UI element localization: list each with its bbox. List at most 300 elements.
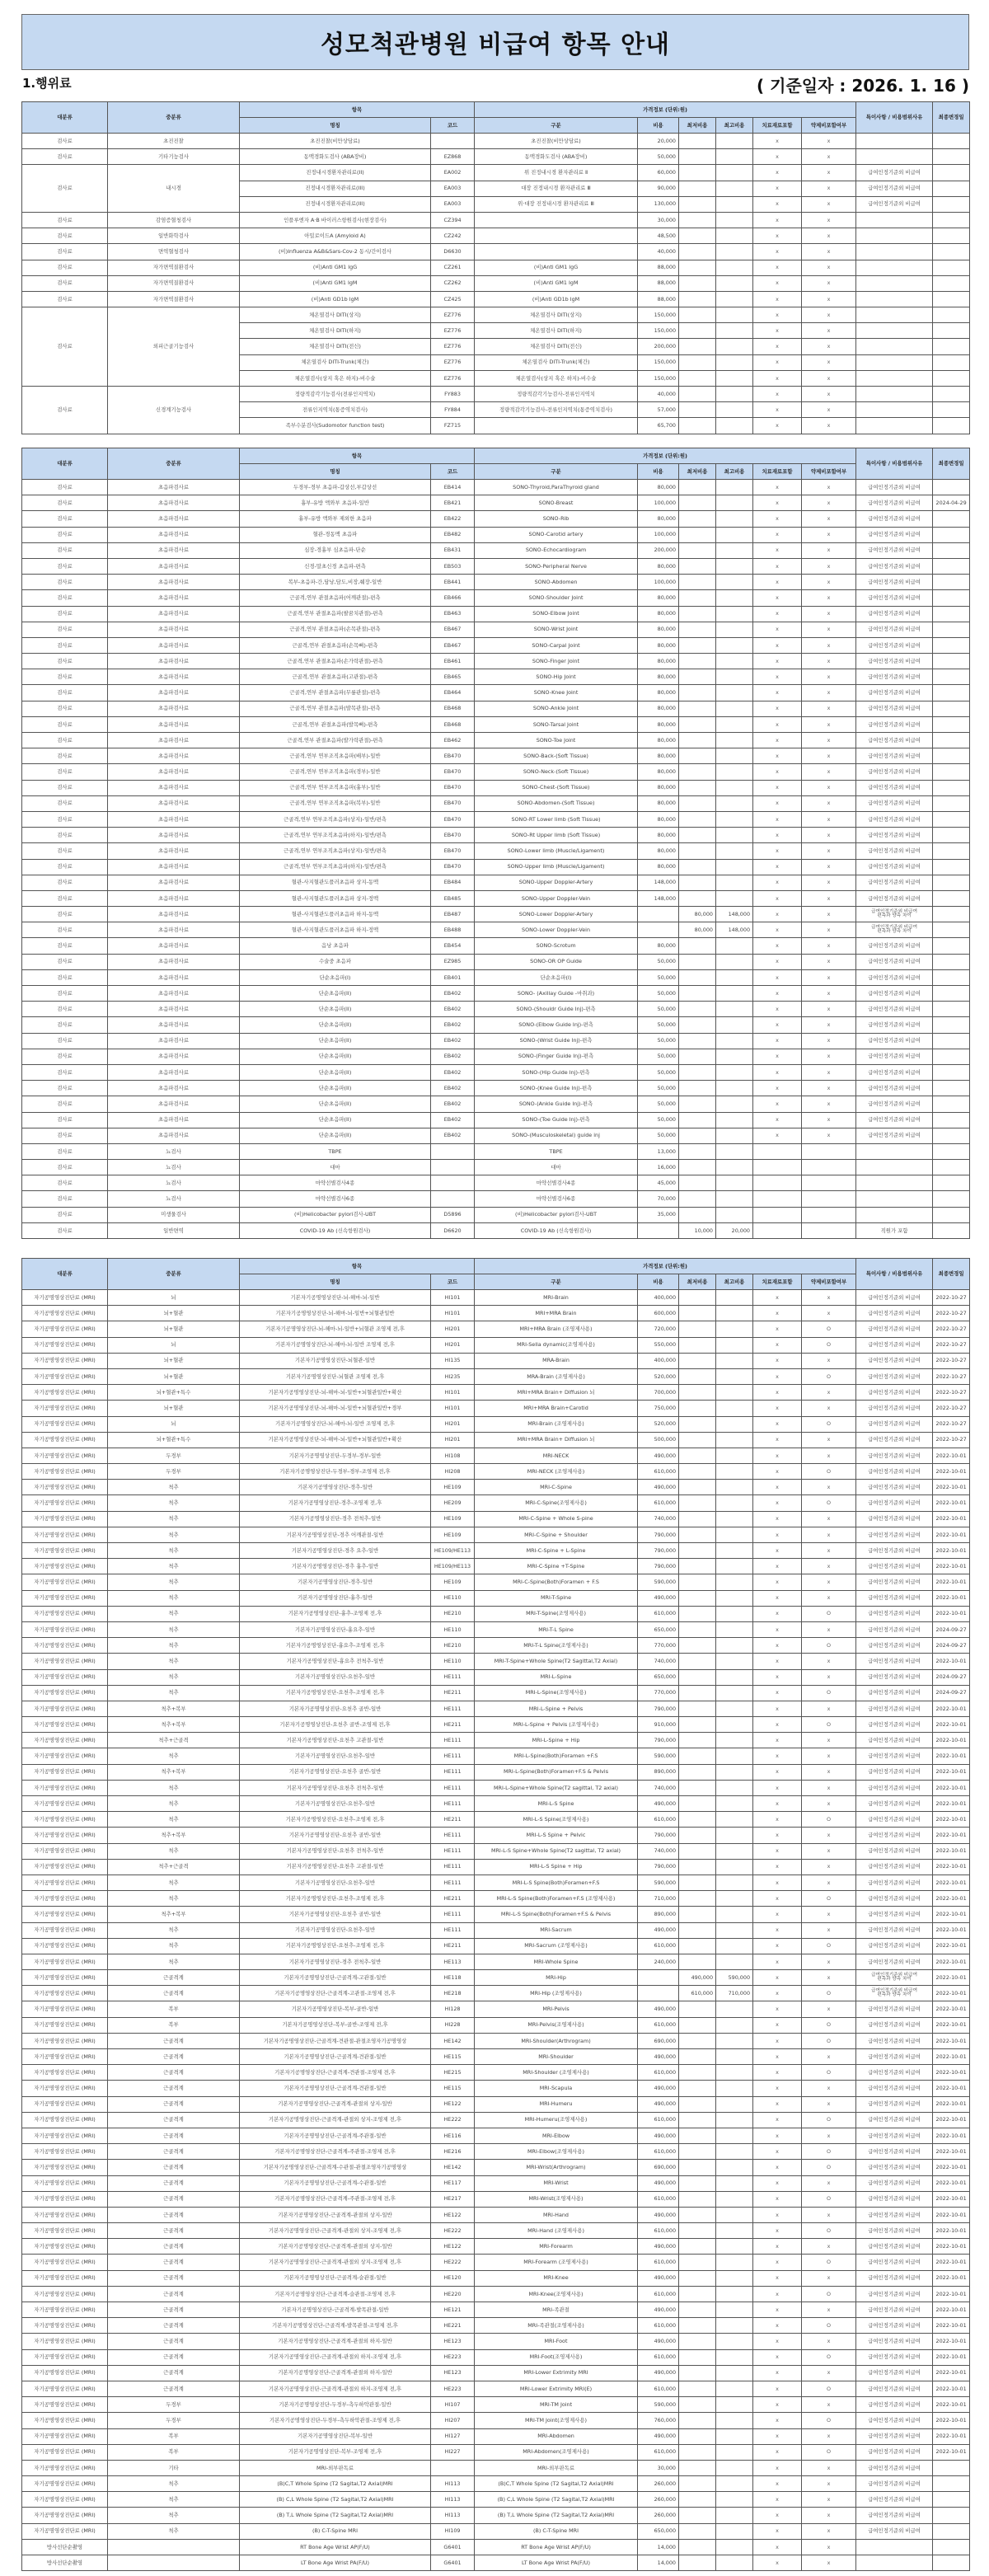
cell-name: (비)Anti GM1 IgM <box>240 275 431 291</box>
cell-note: 급여인정기준외 비급여 <box>856 716 933 732</box>
table-row <box>22 1222 970 1238</box>
cell-min-cost <box>679 1448 716 1463</box>
table-row <box>22 1448 970 1463</box>
cell-updated <box>933 2539 970 2555</box>
cell-cost: 770,000 <box>638 1638 679 1654</box>
cell-note: 급여인정기준외 비급여 <box>856 165 933 181</box>
cell-cost: 490,000 <box>638 1448 679 1463</box>
cell-division: TBPE <box>475 1143 638 1159</box>
cell-material: x <box>753 275 802 291</box>
cell-category: 검사료 <box>22 859 108 875</box>
cell-drug: x <box>802 938 856 954</box>
cell-updated: 2022-10-27 <box>933 1401 970 1416</box>
cell-category: 자기공명영상진단료 (MRI) <box>22 2302 108 2318</box>
cell-updated <box>933 542 970 558</box>
cell-category: 자기공명영상진단료 (MRI) <box>22 1416 108 1432</box>
cell-min-cost <box>679 1590 716 1606</box>
cell-category: 검사료 <box>22 922 108 938</box>
cell-drug: O <box>802 1812 856 1828</box>
cell-max-cost <box>716 1160 753 1175</box>
cell-subcategory: 초음파검사료 <box>108 828 240 843</box>
cell-name: COVID-19 Ab (신속항원검사) <box>240 1222 431 1238</box>
cell-division: MRI-Hip <box>475 1970 638 1986</box>
cell-material: x <box>753 622 802 637</box>
cell-cost: 80,000 <box>638 669 679 685</box>
table-row <box>22 1875 970 1890</box>
cell-division: SONO-(Wrist Guide Inj)-편측 <box>475 1033 638 1049</box>
cell-cost: 490,000 <box>638 1922 679 1938</box>
cell-min-cost <box>679 2318 716 2334</box>
cell-name: 기본자기공명영상진단-요천추 골반-일반 <box>240 1907 431 1922</box>
table-row <box>22 764 970 780</box>
cell-code: EB402 <box>431 1081 475 1096</box>
table-row <box>22 2049 970 2065</box>
cell-drug: x <box>802 1559 856 1574</box>
cell-material: x <box>753 1891 802 1907</box>
cell-material: x <box>753 212 802 228</box>
cell-name: 단순초음파(II) <box>240 1081 431 1096</box>
cell-code: CZ262 <box>431 275 475 291</box>
cell-note: 급여인정기준외 비급여 <box>856 1448 933 1463</box>
cell-min-cost <box>679 2128 716 2143</box>
cell-min-cost <box>679 969 716 985</box>
cell-material: x <box>753 716 802 732</box>
cell-note: 급여인정기준외 비급여 <box>856 2492 933 2508</box>
cell-min-cost <box>679 1416 716 1432</box>
cell-note: 급여인정기준외 비급여 <box>856 1606 933 1621</box>
cell-name: 근골격,연부 관절초음파(발목뼈)-편측 <box>240 716 431 732</box>
cell-drug: x <box>802 811 856 827</box>
cell-max-cost <box>716 339 753 354</box>
cell-max-cost <box>716 2302 753 2318</box>
cell-min-cost <box>679 1385 716 1401</box>
cell-subcategory: 척추 <box>108 1590 240 1606</box>
cell-max-cost <box>716 1828 753 1843</box>
cell-division: SONO-Upper Doppler-Artery <box>475 875 638 890</box>
cell-min-cost <box>679 1290 716 1306</box>
cell-code <box>431 1175 475 1191</box>
cell-name: 근골격,연부 관절초음파(어깨관절)-편측 <box>240 590 431 606</box>
cell-drug <box>802 1191 856 1207</box>
table-row <box>22 1527 970 1542</box>
cell-min-cost <box>679 2001 716 2017</box>
cell-updated: 2022-10-01 <box>933 1907 970 1922</box>
cell-code: HE223 <box>431 2349 475 2365</box>
cell-code: EB467 <box>431 637 475 653</box>
cell-updated: 2022-10-01 <box>933 1970 970 1986</box>
cell-min-cost <box>679 1128 716 1143</box>
cell-division: MRI-NECK <box>475 1448 638 1463</box>
cell-cost: 650,000 <box>638 2523 679 2539</box>
cell-min-cost <box>679 1064 716 1080</box>
fee-table-ultrasound-lab <box>21 448 970 1239</box>
table-row <box>22 1002 970 1017</box>
cell-cost: 50,000 <box>638 986 679 1002</box>
cell-min-cost <box>679 1701 716 1716</box>
cell-subcategory: 근골격계 <box>108 2128 240 2143</box>
cell-subcategory: 초음파검사료 <box>108 764 240 780</box>
cell-max-cost <box>716 1033 753 1049</box>
header-price-info: 가격정보 (단위:원) <box>475 102 856 118</box>
cell-division: MRI-L-Spine + Hip <box>475 1733 638 1748</box>
cell-material: x <box>753 2175 802 2191</box>
cell-updated: 2022-10-01 <box>933 2413 970 2428</box>
cell-material <box>753 1207 802 1222</box>
cell-material: x <box>753 244 802 260</box>
cell-material: x <box>753 228 802 244</box>
cell-drug: x <box>802 1621 856 1637</box>
cell-category: 자기공명영상진단료 (MRI) <box>22 1621 108 1637</box>
cell-name: 기본자기공명영상진단-근골격계-주관절-일반 <box>240 2128 431 2143</box>
cell-drug: x <box>802 418 856 434</box>
cell-updated: 2022-10-01 <box>933 2191 970 2207</box>
cell-min-cost: 80,000 <box>679 922 716 938</box>
cell-material: x <box>753 1654 802 1669</box>
cell-max-cost <box>716 780 753 795</box>
cell-updated: 2022-10-27 <box>933 1368 970 1384</box>
cell-updated <box>933 590 970 606</box>
cell-category: 자기공명영상진단료 (MRI) <box>22 1353 108 1368</box>
cell-division: MRI-C-Spine + L-Spine <box>475 1543 638 1559</box>
cell-category: 검사료 <box>22 527 108 542</box>
cell-note: 급여인정기준외 비급여 <box>856 1495 933 1511</box>
cell-updated <box>933 354 970 370</box>
cell-category: 자기공명영상진단료 (MRI) <box>22 2413 108 2428</box>
cell-material: x <box>753 165 802 181</box>
cell-name: 기본자기공명영상진단-경추 흉추-일반 <box>240 1559 431 1574</box>
cell-max-cost <box>716 2223 753 2239</box>
cell-name: (비)Anti GD1b IgM <box>240 291 431 307</box>
cell-name: 기본자기공명영상진단-근골격계-발목관절-조영제 전,후 <box>240 2318 431 2334</box>
cell-material: x <box>753 733 802 748</box>
cell-drug: x <box>802 1002 856 1017</box>
cell-note: 급여인정기준외 비급여 <box>856 843 933 859</box>
header-max-cost: 최고비용 <box>716 118 753 134</box>
cell-division: 체온열검사 DITI(전신) <box>475 339 638 354</box>
cell-cost: 490,000 <box>638 2334 679 2349</box>
cell-name: 기본자기공명영상진단-근골격계-슬관절-일반 <box>240 2270 431 2286</box>
cell-subcategory: 초음파검사료 <box>108 637 240 653</box>
cell-note: 급여인정기준외 비급여 <box>856 2191 933 2207</box>
cell-min-cost <box>679 1464 716 1480</box>
cell-material: x <box>753 1764 802 1780</box>
cell-updated: 2022-10-01 <box>933 1654 970 1669</box>
cell-category: 자기공명영상진단료 (MRI) <box>22 2207 108 2222</box>
cell-name: 기본자기공명영상진단-경추-조영제 전,후 <box>240 1495 431 1511</box>
cell-division: 위·대장 진정내시경 환자관리료 Ⅲ <box>475 196 638 212</box>
cell-max-cost <box>716 938 753 954</box>
cell-cost: 490,000 <box>638 2302 679 2318</box>
cell-name: 기본자기공명영상진단-뇌-해마-뇌-일반 <box>240 1290 431 1306</box>
cell-subcategory: 척추 <box>108 1543 240 1559</box>
cell-division: SONO-(Ankle Guide Inj)-편측 <box>475 1096 638 1112</box>
cell-max-cost <box>716 2033 753 2048</box>
cell-drug: O <box>802 2349 856 2365</box>
cell-material: x <box>753 2207 802 2222</box>
cell-category: 자기공명영상진단료 (MRI) <box>22 1464 108 1480</box>
table-row <box>22 2191 970 2207</box>
cell-drug: x <box>802 637 856 653</box>
cell-name: 혈관-사지혈관도플러초음파 상지-동맥 <box>240 875 431 890</box>
cell-name: 근골격,연부 연부조직초음파(상지)-일반/편측 <box>240 811 431 827</box>
cell-code: HE111 <box>431 1780 475 1795</box>
table-row <box>22 2128 970 2143</box>
cell-updated <box>933 134 970 149</box>
cell-division: (비)Anti GM1 IgG <box>475 260 638 275</box>
table-row <box>22 1128 970 1143</box>
cell-material: x <box>753 1112 802 1128</box>
cell-min-cost <box>679 669 716 685</box>
cell-material <box>753 1160 802 1175</box>
cell-max-cost <box>716 1112 753 1128</box>
cell-division: MRI-T-L Spine(조영제사용) <box>475 1638 638 1654</box>
cell-note: 급여인정기준외 비급여 <box>856 606 933 622</box>
table-row <box>22 590 970 606</box>
cell-drug: x <box>802 165 856 181</box>
cell-subcategory: 면역혈청검사 <box>108 244 240 260</box>
table-row <box>22 1891 970 1907</box>
cell-category: 자기공명영상진단료 (MRI) <box>22 1669 108 1685</box>
cell-material: x <box>753 2397 802 2413</box>
cell-note: 급여인정기준외 비급여 <box>856 1843 933 1859</box>
cell-min-cost <box>679 795 716 811</box>
cell-cost: 740,000 <box>638 1843 679 1859</box>
cell-subcategory: 초음파검사료 <box>108 654 240 669</box>
cell-max-cost <box>716 165 753 181</box>
cell-category: 자기공명영상진단료 (MRI) <box>22 2191 108 2207</box>
cell-division: MRI+MRA Brain+Carotid <box>475 1401 638 1416</box>
cell-note: 급여인정기준외 비급여 <box>856 1796 933 1812</box>
cell-category: 자기공명영상진단료 (MRI) <box>22 2492 108 2508</box>
cell-material: x <box>753 2428 802 2444</box>
table-row <box>22 1416 970 1432</box>
cell-min-cost: 490,000 <box>679 1970 716 1986</box>
cell-name: 기본자기공명영상진단-근골격계-관절외 상지-조영제 전,후 <box>240 2255 431 2270</box>
cell-max-cost <box>716 370 753 386</box>
table-row <box>22 1859 970 1875</box>
table-row <box>22 890 970 906</box>
cell-updated: 2022-10-01 <box>933 1511 970 1527</box>
cell-material: x <box>753 2460 802 2475</box>
table-row <box>22 2033 970 2048</box>
cell-max-cost <box>716 2286 753 2302</box>
cell-name: 기본자기공명영상진단-경추-일반 <box>240 1574 431 1590</box>
cell-max-cost <box>716 843 753 859</box>
cell-name: 체온열검사 DITI(상지) <box>240 307 431 323</box>
cell-updated <box>933 228 970 244</box>
cell-max-cost <box>716 1685 753 1701</box>
cell-min-cost <box>679 2476 716 2492</box>
cell-drug: x <box>802 716 856 732</box>
cell-min-cost <box>679 2255 716 2270</box>
cell-max-cost <box>716 1543 753 1559</box>
cell-code <box>431 134 475 149</box>
table-row <box>22 1812 970 1828</box>
cell-code: HE110 <box>431 1621 475 1637</box>
cell-updated: 2022-10-01 <box>933 2318 970 2334</box>
cell-material: x <box>753 748 802 764</box>
cell-category: 방사선단순촬영 <box>22 2555 108 2571</box>
cell-code: EB402 <box>431 1064 475 1080</box>
cell-note: 급여인정기준외 비급여 <box>856 1590 933 1606</box>
cell-material: x <box>753 1096 802 1112</box>
cell-material: x <box>753 511 802 527</box>
cell-name: 기본자기공명영상진단-요천추 전척추-일반 <box>240 1780 431 1795</box>
cell-cost: 750,000 <box>638 1401 679 1416</box>
cell-material: x <box>753 1638 802 1654</box>
cell-drug: O <box>802 2444 856 2460</box>
cell-max-cost <box>716 2444 753 2460</box>
cell-drug: x <box>802 2096 856 2112</box>
cell-max-cost <box>716 1938 753 1954</box>
table-row <box>22 685 970 701</box>
cell-division: 체온열검사 DITI(상지) <box>475 307 638 323</box>
table-row <box>22 1559 970 1574</box>
cell-code: EA003 <box>431 181 475 196</box>
cell-max-cost <box>716 1907 753 1922</box>
cell-name: 기본자기공명영상진단-근골격계-견관절-관절조영자기공명영상 <box>240 2033 431 2048</box>
cell-division <box>475 228 638 244</box>
cell-note: 급여인정기준외 비급여 <box>856 1922 933 1938</box>
cell-min-cost <box>679 748 716 764</box>
cell-drug: O <box>802 1891 856 1907</box>
cell-material: x <box>753 1033 802 1049</box>
cell-drug: x <box>802 780 856 795</box>
table-row <box>22 2081 970 2096</box>
cell-cost: 760,000 <box>638 2413 679 2428</box>
cell-subcategory: 두경부 <box>108 2397 240 2413</box>
cell-drug: x <box>802 2508 856 2523</box>
cell-drug: x <box>802 907 856 922</box>
cell-subcategory: 척추 <box>108 2508 240 2523</box>
cell-note: 급여인정기준외 비급여 <box>856 2144 933 2160</box>
cell-drug: x <box>802 2270 856 2286</box>
cell-updated <box>933 907 970 922</box>
table-row <box>22 2492 970 2508</box>
cell-drug: x <box>802 654 856 669</box>
cell-min-cost <box>679 2112 716 2128</box>
table-row <box>22 2413 970 2428</box>
cell-max-cost <box>716 1559 753 1574</box>
cell-cost: 790,000 <box>638 1828 679 1843</box>
cell-material: x <box>753 354 802 370</box>
cell-subcategory: 뇨검사 <box>108 1191 240 1207</box>
table-row <box>22 701 970 716</box>
cell-drug: x <box>802 1590 856 1606</box>
cell-max-cost <box>716 2334 753 2349</box>
cell-drug: x <box>802 495 856 511</box>
cell-cost: 260,000 <box>638 2508 679 2523</box>
cell-subcategory: 초음파검사료 <box>108 542 240 558</box>
cell-code: EB468 <box>431 701 475 716</box>
cell-updated <box>933 622 970 637</box>
cell-note: 급여인정기준외 비급여 <box>856 1096 933 1112</box>
table-row <box>22 1543 970 1559</box>
cell-min-cost <box>679 244 716 260</box>
cell-cost: 150,000 <box>638 323 679 339</box>
cell-note: 급여인정기준외 비급여 <box>856 764 933 780</box>
cell-subcategory: 근골격계 <box>108 2207 240 2222</box>
cell-category: 자기공명영상진단료 (MRI) <box>22 1527 108 1542</box>
cell-max-cost <box>716 1954 753 1969</box>
cell-max-cost <box>716 1511 753 1527</box>
cell-name: 기본자기공명영상진단-흉요추 전척추-일반 <box>240 1654 431 1669</box>
cell-updated <box>933 402 970 418</box>
cell-cost: 50,000 <box>638 1128 679 1143</box>
cell-note: 급여인정기준외 비급여 <box>856 2112 933 2128</box>
cell-cost: 80,000 <box>638 780 679 795</box>
cell-material: x <box>753 575 802 590</box>
header-cost: 비용 <box>638 1274 679 1290</box>
cell-updated: 2022-10-01 <box>933 2128 970 2143</box>
cell-note: 급여인정기준외 비급여 <box>856 1128 933 1143</box>
cell-division: MRI-Sacrum (조영제사용) <box>475 1938 638 1954</box>
cell-code: HI228 <box>431 2017 475 2033</box>
cell-note <box>856 291 933 307</box>
cell-material: x <box>753 387 802 402</box>
cell-max-cost <box>716 2144 753 2160</box>
cell-max-cost <box>716 1748 753 1764</box>
cell-name: (B) C,L Whole Spine (T2 Sagital,T2 Axial)MRI <box>240 2492 431 2508</box>
cell-cost: 690,000 <box>638 2033 679 2048</box>
cell-drug: O <box>802 2144 856 2160</box>
cell-name: 기본자기공명영상진단-경추 요추-일반 <box>240 1543 431 1559</box>
cell-updated: 2022-10-01 <box>933 1543 970 1559</box>
cell-note: 급여인정기준외 비급여 <box>856 2413 933 2428</box>
cell-category: 자기공명영상진단료 (MRI) <box>22 1717 108 1733</box>
cell-subcategory: 근골격계 <box>108 2318 240 2334</box>
cell-category: 자기공명영상진단료 (MRI) <box>22 2444 108 2460</box>
cell-subcategory: 근골격계 <box>108 2191 240 2207</box>
cell-note: 급여인정기준외 비급여 <box>856 1527 933 1542</box>
cell-code: HE211 <box>431 1812 475 1828</box>
cell-name: 기본자기공명영상진단-근골격계-고관절-조영제 전,후 <box>240 1986 431 2001</box>
cell-cost: 57,000 <box>638 402 679 418</box>
table-row <box>22 275 970 291</box>
cell-subcategory: 초음파검사료 <box>108 1049 240 1064</box>
cell-division: SONO-Finger Joint <box>475 654 638 669</box>
cell-code: HE222 <box>431 2223 475 2239</box>
cell-drug: x <box>802 480 856 495</box>
cell-name: 단순초음파(II) <box>240 986 431 1002</box>
cell-drug: O <box>802 2065 856 2081</box>
cell-name: 단순초음파(II) <box>240 1002 431 1017</box>
cell-cost: 490,000 <box>638 2128 679 2143</box>
cell-min-cost: 610,000 <box>679 1986 716 2001</box>
header-max-cost: 최고비용 <box>716 1274 753 1290</box>
table-row <box>22 495 970 511</box>
cell-subcategory: 뇌+혈관+특수 <box>108 1432 240 1448</box>
cell-min-cost <box>679 2555 716 2571</box>
cell-category: 자기공명영상진단료 (MRI) <box>22 2175 108 2191</box>
cell-min-cost <box>679 1891 716 1907</box>
cell-note: 급여인정기준외 비급여 <box>856 2207 933 2222</box>
cell-material: x <box>753 1701 802 1716</box>
table-row <box>22 1432 970 1448</box>
cell-name: 기본자기공명영상진단-요천추 고관절-일반 <box>240 1733 431 1748</box>
cell-division: SONO-Carotid artery <box>475 527 638 542</box>
cell-note: 급여인정기준외 비급여 <box>856 495 933 511</box>
cell-note <box>856 244 933 260</box>
cell-material: x <box>753 1353 802 1368</box>
cell-division: LT Bone Age Wrist PA(F/U) <box>475 2555 638 2571</box>
table-row <box>22 2302 970 2318</box>
cell-min-cost <box>679 2270 716 2286</box>
cell-division: MRI-족관절 <box>475 2302 638 2318</box>
cell-category: 자기공명영상진단료 (MRI) <box>22 1290 108 1306</box>
cell-subcategory <box>108 2539 240 2555</box>
cell-code: CZ261 <box>431 260 475 275</box>
